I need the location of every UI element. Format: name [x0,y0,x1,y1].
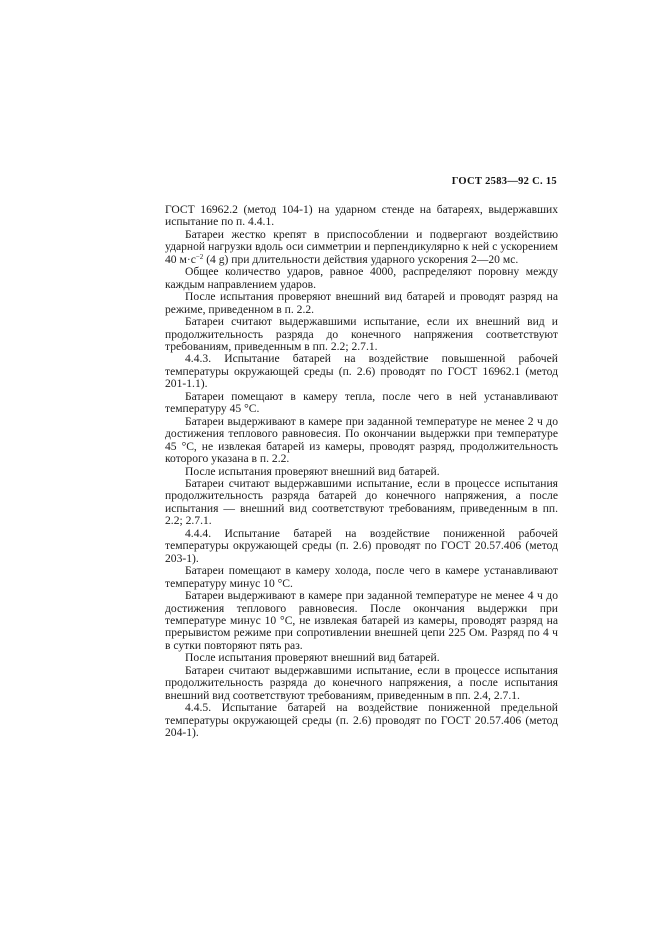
paragraph-post-test-visual: После испытания проверяют внешний вид батарей. [185,464,440,478]
paragraph-cold-pass-criteria: Батареи считают выдержавшими испытание, если в процессе испытания продолжительность разряда до конечного напряжения, а после испытания внешний вид соответствуют требованиям, приведенным в пп. 2.4, 2.7.1. [165,663,558,702]
paragraph-pass-criteria: Батареи считают выдержавшими испытание, если их внешний вид и продолжительность разряда до конечного напряжения соответствуют требованиям, приведенным в пп. 2.2; 2.7.1. [165,315,558,353]
paragraph-continuation: ГОСТ 16962.2 (метод 104-1) на ударном стенде на батареях, выдержавших испытание по п. 4.4.1. [165,203,558,229]
paragraph-text: (4 g) при длительности действия ударного ускорения 2—20 мс. [203,252,519,266]
paragraph-shock-mounting [165,229,558,266]
superscript-exponent: −2 [195,252,204,261]
paragraph-text: Батареи жестко крепят в приспособлении и подвергают воздействию ударной нагрузки вдоль оси симметрии и перпендикулярно к ней с ускорением 40 м·с [165,227,558,266]
section-4-4-3: 4.4.3. Испытание батарей на воздействие повышенной рабочей температуры окружающей среды (п. 2.6) проводят по ГОСТ 16962.1 (метод 201-1.1). [165,352,558,391]
paragraph-heat-hold: Батареи выдерживают в камере при заданной температуре не менее 2 ч до достижения теплового равновесия. По окончании выдержки при температуре 45 °С, не извлекая батарей из камеры, проводят разряд, продолжительность которого указана в п. 2.2. [165,414,558,466]
paragraph-cold-chamber: Батареи помещают в камеру холода, после чего в камере устанавливают температуру минус 10 °С. [165,564,558,590]
paragraph-heat-pass-criteria: Батареи считают выдержавшими испытание, если в процессе испытания продолжительность разряда батарей до конечного напряжения, а после испытания — внешний вид соответствуют требованиям, приведенным в пп. 2.2; 2.7.1. [165,476,558,528]
body-text [165,204,558,739]
paragraph-heat-chamber: Батареи помещают в камеру тепла, после чего в ней устанавливают температуру 45 °С. [165,389,558,416]
paragraph-post-test-check: После испытания проверяют внешний вид батарей и проводят разряд на режиме, приведенном в п. 2.2. [165,290,558,316]
running-header: ГОСТ 2583—92 С. 15 [451,176,557,187]
section-4-4-5: 4.4.5. Испытание батарей на воздействие пониженной предельной температуры окружающей среды (п. 2.6) проводят по ГОСТ 20.57.406 (метод 204-1). [165,701,558,740]
paragraph-shock-count: Общее количество ударов, равное 4000, распределяют поровну между каждым направлением ударов. [165,265,558,291]
section-4-4-4: 4.4.4. Испытание батарей на воздействие пониженной рабочей температуры окружающей среды (п. 2.6) проводят по ГОСТ 20.57.406 (метод 203-1). [165,526,558,565]
paragraph-post-test-visual-2: После испытания проверяют внешний вид батарей. [185,651,440,665]
paragraph-cold-hold: Батареи выдерживают в камере при заданной температуре не менее 4 ч до достижения теплового равновесия. После окончания выдержки при температуре минус 10 °С, не извлекая батарей из камеры, проводят разряд на прерывистом режиме при сопротивлении внешней цепи 225 Ом. Разряд по 4 ч в сутки повторяют пять раз. [165,589,558,652]
